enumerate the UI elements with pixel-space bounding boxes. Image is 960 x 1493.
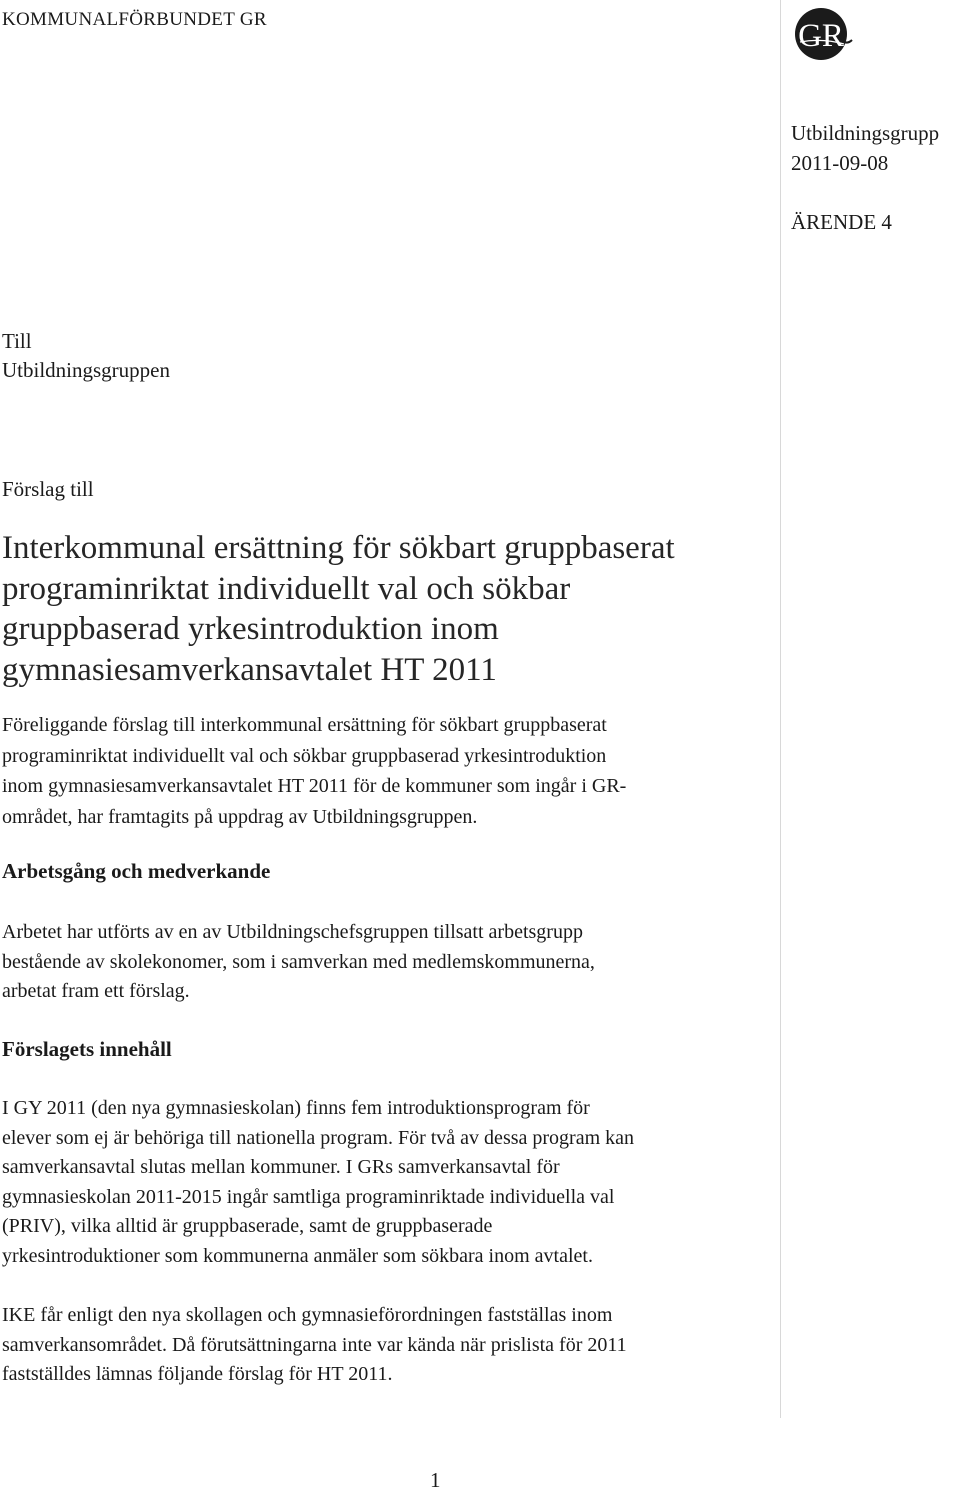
text-line: samverkansavtal slutas mellan kommuner. I GRs samverkansavtal för [2, 1156, 560, 1178]
group-name: Utbildningsgrupp [791, 121, 940, 145]
gr-logo [794, 4, 856, 62]
recipient-name: Utbildningsgruppen [2, 358, 170, 382]
text-line: fastställdes lämnas följande förslag för HT 2011. [2, 1363, 393, 1385]
recipient-label: Till [2, 329, 32, 353]
text-line: Arbetet har utförts av en av Utbildningschefsgruppen tillsatt arbetsgrupp [2, 921, 583, 943]
proposal-label: Förslag till [2, 477, 94, 501]
document-title [2, 528, 762, 690]
section-paragraph-innehall-2 [2, 1301, 762, 1390]
text-line: yrkesintroduktioner som kommunerna anmäler som sökbara inom avtalet. [2, 1244, 593, 1267]
title-line: gruppbaserad yrkesintroduktion inom [2, 611, 499, 647]
section-paragraph-arbetsgang [2, 918, 762, 1007]
section-heading-innehall: Förslagets innehåll [2, 1037, 172, 1061]
margin-rule [780, 0, 781, 1418]
section-paragraph-innehall-1 [2, 1094, 762, 1271]
text-line: IKE får enligt den nya skollagen och gymnasieförordningen fastställas inom [2, 1304, 613, 1326]
intro-paragraph [2, 710, 762, 832]
text-line: (PRIV), vilka alltid är gruppbaserade, samt de gruppbaserade [2, 1215, 493, 1237]
text-line: arbetat fram ett förslag. [2, 980, 190, 1002]
text-line: programinriktat individuellt val och sökbar gruppbaserad yrkesintroduktion [2, 744, 607, 767]
text-line: inom gymnasiesamverkansavtalet HT 2011 för de kommuner som ingår i GR- [2, 775, 627, 797]
text-line: bestående av skolekonomer, som i samverkan med medlemskommunerna, [2, 950, 595, 973]
text-line: samverkansområdet. Då förutsättningarna inte var kända när prislista för 2011 [2, 1333, 627, 1356]
document-date: 2011-09-08 [791, 151, 889, 175]
text-line: I GY 2011 (den nya gymnasieskolan) finns fem introduktionsprogram för [2, 1097, 590, 1119]
case-number: ÄRENDE 4 [791, 210, 892, 234]
text-line: elever som ej är behöriga till nationella program. För två av dessa program kan [2, 1126, 635, 1149]
text-line: gymnasieskolan 2011-2015 ingår samtliga programinriktade individuella val [2, 1185, 615, 1208]
section-heading-arbetsgang: Arbetsgång och medverkande [2, 859, 271, 883]
title-line: gymnasiesamverkansavtalet HT 2011 [2, 651, 497, 688]
organization-name: KOMMUNALFÖRBUNDET GR [2, 9, 267, 30]
title-line: Interkommunal ersättning för sökbart gruppbaserat [2, 530, 675, 566]
page-number: 1 [430, 1468, 441, 1492]
svg-text:GR: GR [798, 18, 844, 54]
text-line: området, har framtagits på uppdrag av Utbildningsgruppen. [2, 805, 478, 828]
title-line: programinriktat individuellt val och sökbar [2, 570, 571, 607]
text-line: Föreliggande förslag till interkommunal ersättning för sökbart gruppbaserat [2, 714, 607, 736]
